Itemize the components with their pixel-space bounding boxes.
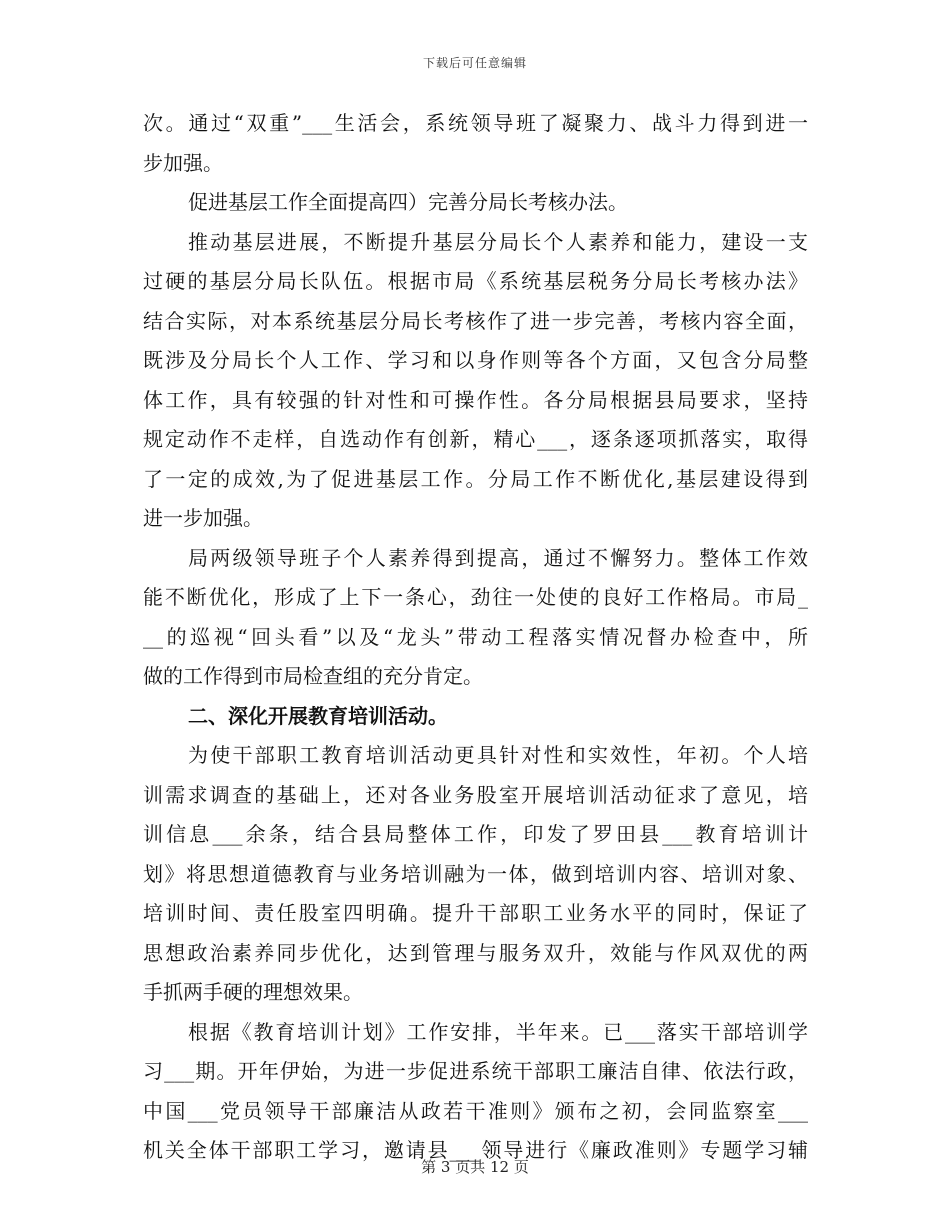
text-line: 做的工作得到市局检查组的充分肯定。 — [143, 664, 483, 688]
text-line: 习___期。开年伊始，为进一步促进系统干部职工廉洁自律、依法行政， — [143, 1059, 808, 1083]
text-line: 中国___党员领导干部廉洁从政若干准则》颁布之初，会同监察室___ — [143, 1098, 808, 1123]
paragraph-heading-line: 促进基层工作全面提高四）完善分局长考核办法。 — [188, 190, 628, 214]
text-line: 手抓两手硬的理想效果。 — [143, 980, 363, 1004]
text-line: 规定动作不走样，自选动作有创新，精心___，逐条逐项抓落实，取得 — [143, 427, 808, 451]
text-line: 过硬的基层分局长队伍。根据市局《系统基层税务分局长考核办法》 — [143, 269, 808, 293]
text-line: 既涉及分局长个人工作、学习和以身作则等各个方面，又包含分局整 — [143, 348, 808, 372]
page-header-note: 下载后可任意编辑 — [422, 56, 527, 70]
text-line: __的巡视“回头看”以及“龙头”带动工程落实情况督办检查中，所 — [143, 624, 808, 649]
text-line: 步加强。 — [143, 150, 223, 175]
text-line: 推动基层进展，不断提升基层分局长个人素养和能力，建设一支 — [188, 229, 808, 254]
section-heading: 二、深化开展教育培训活动。 — [188, 703, 448, 728]
text-line: 次。通过“双重”___生活会，系统领导班了凝聚力、战斗力得到进一 — [143, 111, 808, 135]
text-line: 根据《教育培训计划》工作安排，半年来。已___落实干部培训学 — [188, 1019, 808, 1044]
text-line: 划》将思想道德教育与业务培训融为一体，做到培训内容、培训对象、 — [143, 861, 808, 886]
text-line: 训需求调查的基础上，还对各业务股室开展培训活动征求了意见，培 — [143, 782, 808, 807]
text-line: 局两级领导班子个人素养得到提高，通过不懈努力。整体工作效 — [188, 545, 808, 570]
text-line: 体工作，具有较强的针对性和可操作性。各分局根据县局要求，坚持 — [143, 387, 808, 412]
text-line: 培训时间、责任股室四明确。提升干部职工业务水平的同时，保证了 — [143, 901, 808, 925]
text-line: 结合实际，对本系统基层分局长考核作了进一步完善，考核内容全面， — [143, 308, 808, 333]
text-line: 进一步加强。 — [143, 506, 263, 530]
document-body — [143, 104, 808, 1171]
text-line: 训信息___余条，结合县局整体工作，印发了罗田县___教育培训计 — [143, 822, 808, 846]
text-line: 思想政治素养同步优化，达到管理与服务双升，效能与作风双优的两 — [143, 940, 808, 965]
text-line: 机关全体干部职工学习，邀请县___领导进行《廉政准则》专题学习辅 — [143, 1138, 808, 1162]
text-line: 为使干部职工教育培训活动更具针对性和实效性，年初。个人培 — [188, 743, 808, 767]
page-number: 第 3 页共 12 页 — [421, 1158, 529, 1176]
text-line: 了一定的成效,为了促进基层工作。分局工作不断优化,基层建设得到 — [143, 466, 808, 491]
text-line: 能不断优化，形成了上下一条心，劲往一处使的良好工作格局。市局_ — [143, 585, 808, 609]
